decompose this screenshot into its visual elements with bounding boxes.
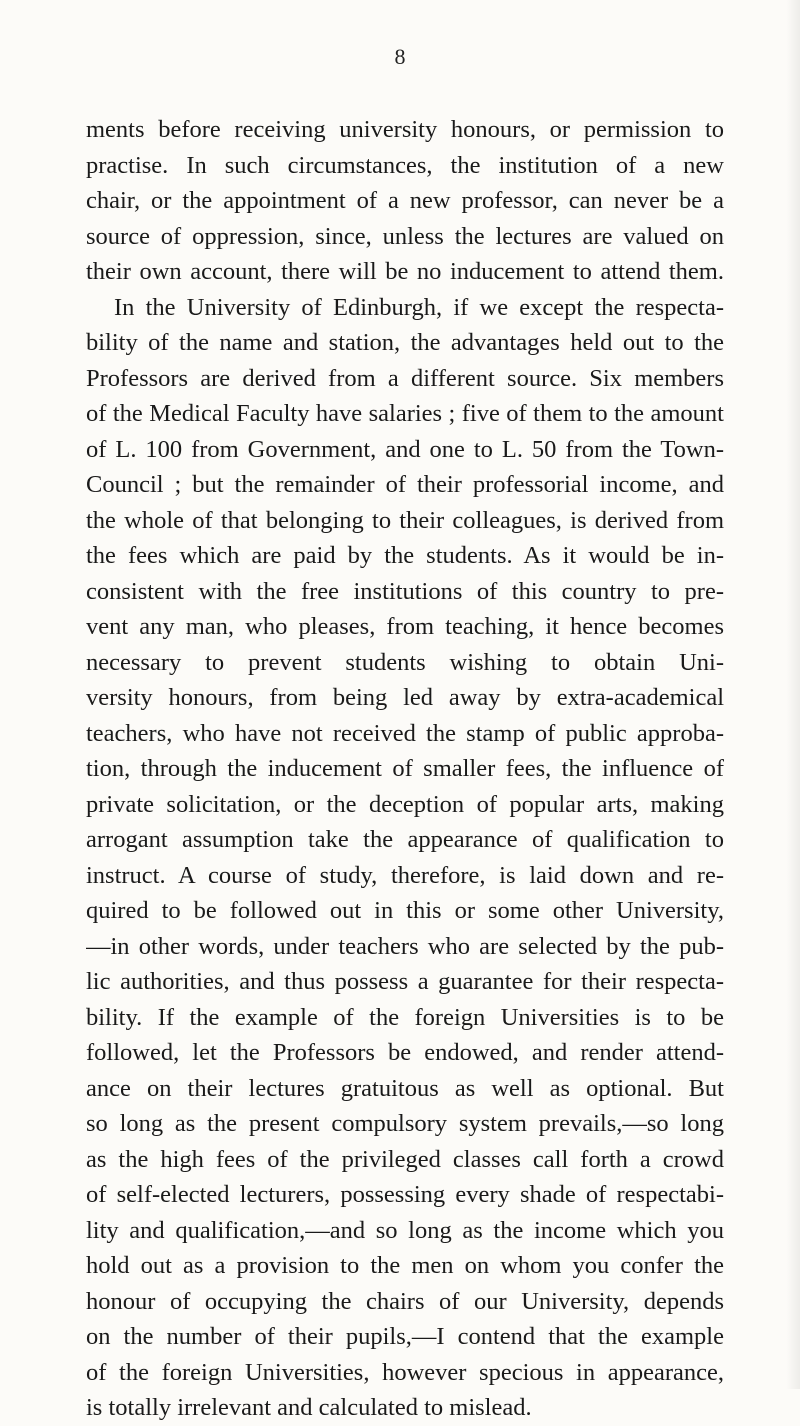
text-line: In the University of Edinburgh, if we except the respecta- — [114, 293, 724, 321]
page-edge-shadow — [786, 0, 800, 1389]
text-line: Council ; but the remainder of their professorial income, and — [86, 471, 724, 498]
text-line: of L. 100 from Government, and one to L. 50 from the Town- — [86, 435, 724, 463]
text-line: followed, let the Professors be endowed, and render attend- — [86, 1039, 724, 1066]
text-line: arrogant assumption take the appearance of qualification to — [86, 826, 724, 853]
text-line: ments before receiving university honours, or permission to — [86, 116, 724, 143]
text-line: tion, through the inducement of smaller fees, the influence of — [86, 755, 724, 782]
text-line: their own account, there will be no inducement to attend them. — [86, 258, 724, 285]
text-line: honour of occupying the chairs of our University, depends — [86, 1287, 724, 1315]
text-line: versity honours, from being led away by extra-academical — [86, 684, 724, 711]
text-line: of the foreign Universities, however specious in appearance, — [86, 1358, 724, 1386]
text-line: instruct. A course of study, therefore, is laid down and re- — [86, 861, 724, 889]
text-line: the fees which are paid by the students. As it would be in- — [86, 542, 724, 569]
text-line: the whole of that belonging to their colleagues, is derived from — [86, 506, 724, 534]
text-line: quired to be followed out in this or some other University, — [86, 897, 724, 924]
text-line: is totally irrelevant and calculated to mislead. — [86, 1394, 532, 1421]
text-line: bility. If the example of the foreign Universities is to be — [86, 1003, 724, 1031]
text-line: of the Medical Faculty have salaries ; five of them to the amount — [86, 400, 724, 427]
text-line: as the high fees of the privileged classes call forth a crowd — [86, 1145, 724, 1173]
text-line: source of oppression, since, unless the lectures are valued on — [86, 222, 724, 250]
text-line: private solicitation, or the deception of popular arts, making — [86, 790, 724, 818]
text-line: on the number of their pupils,—I contend that the example — [86, 1323, 724, 1350]
text-line: consistent with the free institutions of this country to pre- — [86, 577, 724, 605]
text-line: hold out as a provision to the men on whom you confer the — [86, 1252, 724, 1279]
body-text — [86, 112, 724, 1426]
text-line: vent any man, who pleases, from teaching, it hence becomes — [86, 613, 724, 640]
page-number: 8 — [394, 44, 406, 69]
text-line: practise. In such circumstances, the institution of a new — [86, 151, 724, 179]
text-line: necessary to prevent students wishing to obtain Uni- — [86, 648, 724, 676]
text-line: teachers, who have not received the stamp of public approba- — [86, 719, 724, 747]
text-line: lic authorities, and thus possess a guarantee for their respecta- — [86, 968, 724, 995]
text-line: ance on their lectures gratuitous as well as optional. But — [86, 1074, 724, 1102]
text-line: so long as the present compulsory system prevails,—so long — [86, 1110, 724, 1137]
text-line: bility of the name and station, the advantages held out to the — [86, 329, 724, 356]
text-line: chair, or the appointment of a new professor, can never be a — [86, 187, 724, 214]
text-line: lity and qualification,—and so long as the income which you — [86, 1216, 724, 1244]
text-line: —in other words, under teachers who are selected by the pub- — [86, 932, 724, 960]
text-line: Professors are derived from a different source. Six members — [86, 364, 724, 392]
text-line: of self-elected lecturers, possessing every shade of respectabi- — [86, 1181, 724, 1208]
